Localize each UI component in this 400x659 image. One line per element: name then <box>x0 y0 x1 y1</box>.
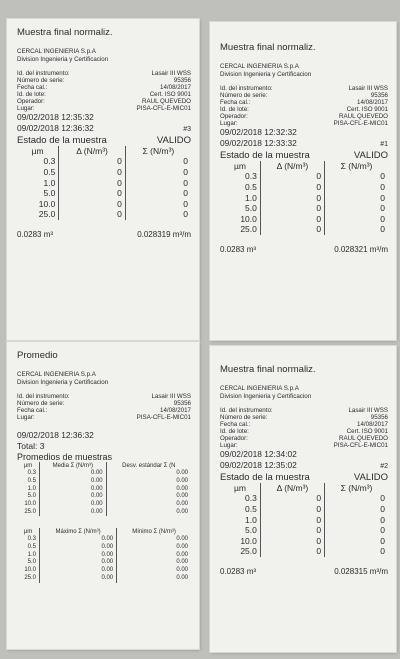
total-value: 3 <box>39 441 45 452</box>
field-operator: Operador: RAUL QUEVEDO <box>220 112 388 120</box>
field-instrument-id: Id. del instrumento: Lasair III WSS <box>220 407 388 414</box>
field-lot-id: Id. de lote: Cert. ISO 9001 <box>220 105 388 113</box>
volume-row <box>220 245 388 254</box>
table-row: 10.0 0 0 <box>17 199 191 210</box>
timestamp-end: 09/02/2018 12:36:32 <box>17 122 94 133</box>
field-location: Lugar: PISA-CFL-E-MIC01 <box>17 104 191 112</box>
table-row: 5.0 0 0 <box>220 203 388 214</box>
table-row: 1.0 0.00 0.00 <box>17 486 191 494</box>
table-row: 0.5 0 0 <box>220 182 388 193</box>
table-row: 0.3 0.00 0.00 <box>17 536 191 544</box>
company-division: Division Ingenieria y Certificacion <box>17 378 109 386</box>
sample-status <box>220 472 388 483</box>
company-block <box>17 48 191 63</box>
receipt-title: Promedio <box>17 350 58 361</box>
counts-table <box>220 161 388 235</box>
status-value: VALIDO <box>156 135 191 147</box>
table-row: 10.0 0.00 0.00 <box>17 567 191 575</box>
receipt-sample-3 <box>7 19 199 340</box>
table-row: 5.0 0 0 <box>17 188 191 199</box>
field-operator: Operador: RAUL QUEVEDO <box>17 97 191 105</box>
sample-volume: 0.0283 m³ <box>220 245 257 254</box>
status-label: Estado de la muestra <box>220 472 310 484</box>
company-block <box>17 371 191 386</box>
table-header: µm Media Σ (N/m³) Desv. estándar Σ (N <box>17 462 191 470</box>
company-name: CERCAL INGENIERIA S.p.A <box>17 371 96 378</box>
sample-number: #3 <box>183 125 191 133</box>
receipt-title: Muestra final normaliz. <box>17 27 113 38</box>
table-row: 1.0 0 0 <box>17 178 191 189</box>
status-label: Estado de la muestra <box>220 150 310 162</box>
flow-volume: 0.028315 m³/m <box>334 567 388 576</box>
counts-table <box>220 483 388 557</box>
table-header: µm Δ (N/m³) Σ (N/m³) <box>220 483 388 493</box>
table-row: 0.3 0 0 <box>17 156 191 167</box>
timestamp-end-row <box>220 460 388 473</box>
table-row: 1.0 0.00 0.00 <box>17 552 191 560</box>
total-label: Total: <box>17 441 38 452</box>
company-division: Division Ingenieria y Certificacion <box>220 70 312 78</box>
status-label: Estado de la muestra <box>17 135 107 147</box>
company-division: Division Ingenieria y Certificacion <box>220 392 312 400</box>
sample-volume: 0.0283 m³ <box>17 230 54 239</box>
status-value: VALIDO <box>353 150 388 162</box>
field-cal-date: Fecha cal.: 14/08/2017 <box>17 83 191 91</box>
table-row: 5.0 0 0 <box>220 525 388 536</box>
table-row: 5.0 0.00 0.00 <box>17 559 191 567</box>
table-row: 5.0 0.00 0.00 <box>17 493 191 501</box>
table-row: 25.0 0.00 0.00 <box>17 509 191 517</box>
mean-stddev-table <box>17 462 191 516</box>
table-row: 0.5 0.00 0.00 <box>17 544 191 552</box>
table-row: 0.5 0 0 <box>220 504 388 515</box>
timestamp-end: 09/02/2018 12:33:32 <box>220 137 297 148</box>
table-header: µm Máximo Σ (N/m³) Mínimo Σ (N/m³) <box>17 528 191 536</box>
timestamp-end-row <box>17 123 191 136</box>
field-instrument-id: Id. del instrumento: Lasair III WSS <box>17 393 191 400</box>
table-row: 25.0 0 0 <box>17 209 191 220</box>
company-block <box>220 385 388 400</box>
table-row: 1.0 0 0 <box>220 193 388 204</box>
flow-volume: 0.028319 m³/m <box>137 230 191 239</box>
receipt-sample-2 <box>210 346 396 652</box>
timestamp-end-row <box>220 138 388 151</box>
table-row: 10.0 0 0 <box>220 214 388 225</box>
timestamp-end: 09/02/2018 12:35:02 <box>220 459 297 470</box>
table-row: 25.0 0.00 0.00 <box>17 575 191 583</box>
timestamp-start: 09/02/2018 12:35:32 <box>17 112 94 123</box>
company-division: Division Ingenieria y Certificacion <box>17 55 109 63</box>
instrument-fields <box>17 394 191 422</box>
table-header: µm Δ (N/m³) Σ (N/m³) <box>220 161 388 171</box>
table-row: 0.5 0 0 <box>17 167 191 178</box>
field-serial-number: Número de serie: 95356 <box>17 76 191 84</box>
sample-number: #2 <box>380 462 388 470</box>
volume-row <box>17 230 191 239</box>
averages-title: Promedios de muestras <box>17 452 113 463</box>
instrument-fields <box>17 71 191 112</box>
total-row <box>17 441 191 451</box>
table-row: 0.3 0 0 <box>220 493 388 504</box>
timestamp: 09/02/2018 12:36:32 <box>17 429 94 440</box>
table-row: 10.0 0.00 0.00 <box>17 501 191 509</box>
field-cal-date: Fecha cal.: 14/08/2017 <box>220 98 388 106</box>
instrument-fields <box>220 86 388 127</box>
field-serial-number: Número de serie: 95356 <box>220 91 388 99</box>
field-location: Lugar: PISA-CFL-E-MIC01 <box>220 441 388 449</box>
field-cal-date: Fecha cal.: 14/08/2017 <box>220 420 388 428</box>
company-block <box>220 63 388 78</box>
table-row: 25.0 0 0 <box>220 546 388 557</box>
table-row: 1.0 0 0 <box>220 515 388 526</box>
field-lot-id: Id. de lote: Cert. ISO 9001 <box>220 427 388 435</box>
sample-number: #1 <box>380 140 388 148</box>
table-row: 25.0 0 0 <box>220 224 388 235</box>
field-serial-number: Número de serie: 95356 <box>220 413 388 421</box>
counts-table <box>17 146 191 220</box>
field-operator: Operador: RAUL QUEVEDO <box>220 434 388 442</box>
sample-status <box>17 135 191 146</box>
field-instrument-id: Id. del instrumento: Lasair III WSS <box>220 85 388 92</box>
timestamp-start: 09/02/2018 12:34:02 <box>220 449 297 460</box>
field-instrument-id: Id. del instrumento: Lasair III WSS <box>17 70 191 77</box>
receipt-title: Muestra final normaliz. <box>220 364 316 375</box>
field-cal-date: Fecha cal.: 14/08/2017 <box>17 406 191 414</box>
receipt-average <box>7 342 199 649</box>
sample-volume: 0.0283 m³ <box>220 567 257 576</box>
receipt-title: Muestra final normaliz. <box>220 42 316 53</box>
max-min-table <box>17 528 191 582</box>
instrument-fields <box>220 408 388 449</box>
table-row: 0.3 0.00 0.00 <box>17 470 191 478</box>
field-lot-id: Id. de lote: Cert. ISO 9001 <box>17 90 191 98</box>
status-value: VALIDO <box>353 472 388 484</box>
field-location: Lugar: PISA-CFL-E-MIC01 <box>17 413 191 421</box>
company-name: CERCAL INGENIERIA S.p.A <box>220 63 299 70</box>
company-name: CERCAL INGENIERIA S.p.A <box>220 385 299 392</box>
field-serial-number: Número de serie: 95356 <box>17 399 191 407</box>
sample-status <box>220 150 388 161</box>
receipt-sample-1 <box>210 22 396 340</box>
table-row: 10.0 0 0 <box>220 536 388 547</box>
table-row: 0.5 0.00 0.00 <box>17 478 191 486</box>
volume-row <box>220 567 388 576</box>
table-row: 0.3 0 0 <box>220 171 388 182</box>
company-name: CERCAL INGENIERIA S.p.A <box>17 48 96 55</box>
field-location: Lugar: PISA-CFL-E-MIC01 <box>220 119 388 127</box>
timestamp-start: 09/02/2018 12:32:32 <box>220 127 297 138</box>
flow-volume: 0.028321 m³/m <box>334 245 388 254</box>
table-header: µm Δ (N/m³) Σ (N/m³) <box>17 146 191 156</box>
